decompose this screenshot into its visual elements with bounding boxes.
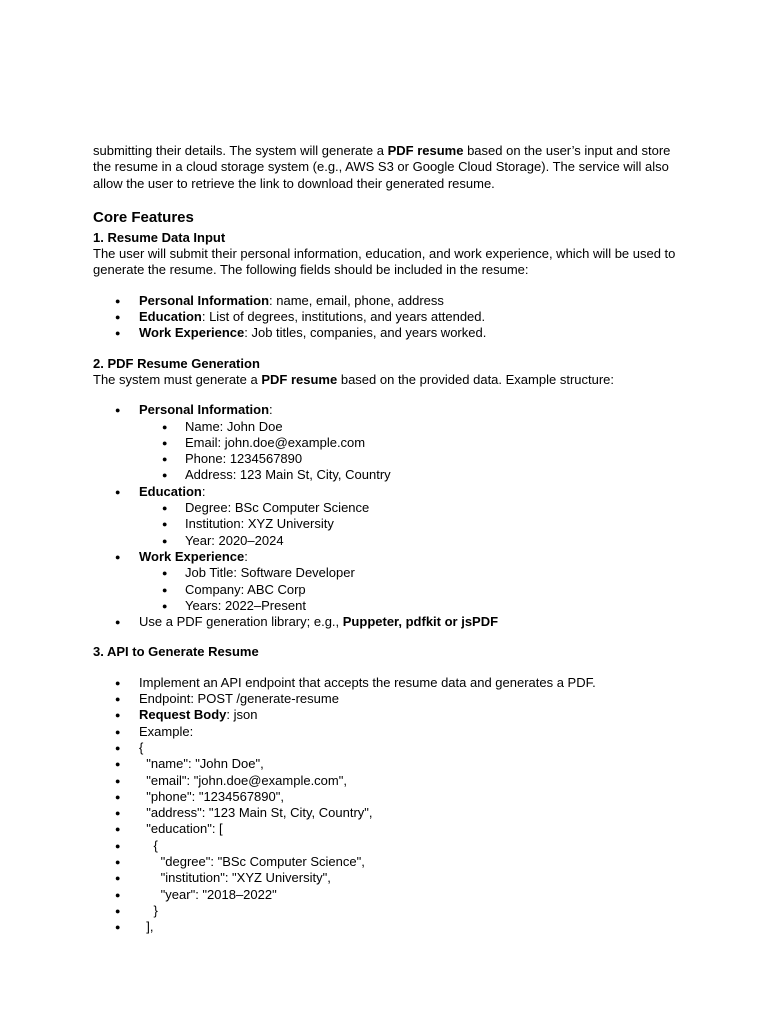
list-item: ● Work Experience: ● Job Title: Software Developer ● Company: ABC Corp ● Years: 2022–Present (93, 549, 683, 614)
education-sublist (139, 500, 683, 549)
section-1-heading: 1. Resume Data Input (93, 229, 226, 245)
sublist-item: ● Company: ABC Corp (139, 582, 683, 598)
intro-paragraph (93, 143, 683, 192)
section-2-list (93, 402, 683, 630)
personal-info-sublist (139, 419, 683, 484)
code-line: ● "education": [ (93, 821, 683, 837)
core-features-heading: Core Features (93, 208, 194, 226)
list-item: ● Implement an API endpoint that accepts the resume data and generates a PDF. (93, 675, 683, 691)
list-item: ● Endpoint: POST /generate-resume (93, 691, 683, 707)
sublist-item: ● Institution: XYZ University (139, 516, 683, 532)
sublist-item: ● Degree: BSc Computer Science (139, 500, 683, 516)
section-2-heading: 2. PDF Resume Generation (93, 355, 260, 371)
code-line: ● "year": "2018–2022" (93, 887, 683, 903)
sublist-item: ● Name: John Doe (139, 419, 683, 435)
code-line: ● "email": "john.doe@example.com", (93, 773, 683, 789)
list-item: ● Personal Information: name, email, phone, address (93, 293, 683, 309)
code-line: ● "address": "123 Main St, City, Country", (93, 805, 683, 821)
section-1-list (93, 293, 683, 342)
sublist-item: ● Years: 2022–Present (139, 598, 683, 614)
sublist-item: ● Email: john.doe@example.com (139, 435, 683, 451)
sublist-item: ● Address: 123 Main St, City, Country (139, 467, 683, 483)
list-item: ● Education: ● Degree: BSc Computer Science ● Institution: XYZ University ● Year: 2020–2024 (93, 484, 683, 549)
sublist-item: ● Job Title: Software Developer (139, 565, 683, 581)
list-item: ● Request Body: json (93, 707, 683, 723)
code-line: ● "institution": "XYZ University", (93, 870, 683, 886)
intro-bold: PDF resume (387, 143, 464, 158)
code-line: ● { (93, 740, 683, 756)
code-line: ● "name": "John Doe", (93, 756, 683, 772)
section-2-paragraph: The system must generate a PDF resume based on the provided data. Example structure: (93, 371, 615, 387)
code-line: ● ], (93, 919, 683, 935)
work-experience-sublist (139, 565, 683, 614)
list-item: ● Education: List of degrees, institutions, and years attended. (93, 309, 683, 325)
section-1-paragraph: The user will submit their personal information, education, and work experience, which will be used to generate the resume. The following fields should be included in the resume: (93, 246, 676, 278)
section-3-list (93, 675, 683, 936)
intro-text-1: submitting their details. The system will generate a (93, 143, 388, 158)
list-item: ● Work Experience: Job titles, companies, and years worked. (93, 325, 683, 341)
code-line: ● { (93, 838, 683, 854)
sublist-item: ● Year: 2020–2024 (139, 533, 683, 549)
code-line: ● "degree": "BSc Computer Science", (93, 854, 683, 870)
intro-text-2: based on the user’s input and store the resume in a cloud storage system (e.g., AWS S3 or Google Cloud Storage). The service will also allow the user to retrieve the link to download their generated resume. (93, 143, 671, 191)
sublist-item: ● Phone: 1234567890 (139, 451, 683, 467)
list-item: ● Example: (93, 724, 683, 740)
code-line: ● "phone": "1234567890", (93, 789, 683, 805)
section-3-heading: 3. API to Generate Resume (93, 644, 259, 660)
list-item: ● Personal Information: ● Name: John Doe ● Email: john.doe@example.com ● Phone: 1234567890 ● Address: 123 Main St, City, Country (93, 402, 683, 483)
list-item: ● Use a PDF generation library; e.g., Puppeter, pdfkit or jsPDF (93, 614, 683, 630)
code-line: ● } (93, 903, 683, 919)
document-body (93, 143, 683, 935)
